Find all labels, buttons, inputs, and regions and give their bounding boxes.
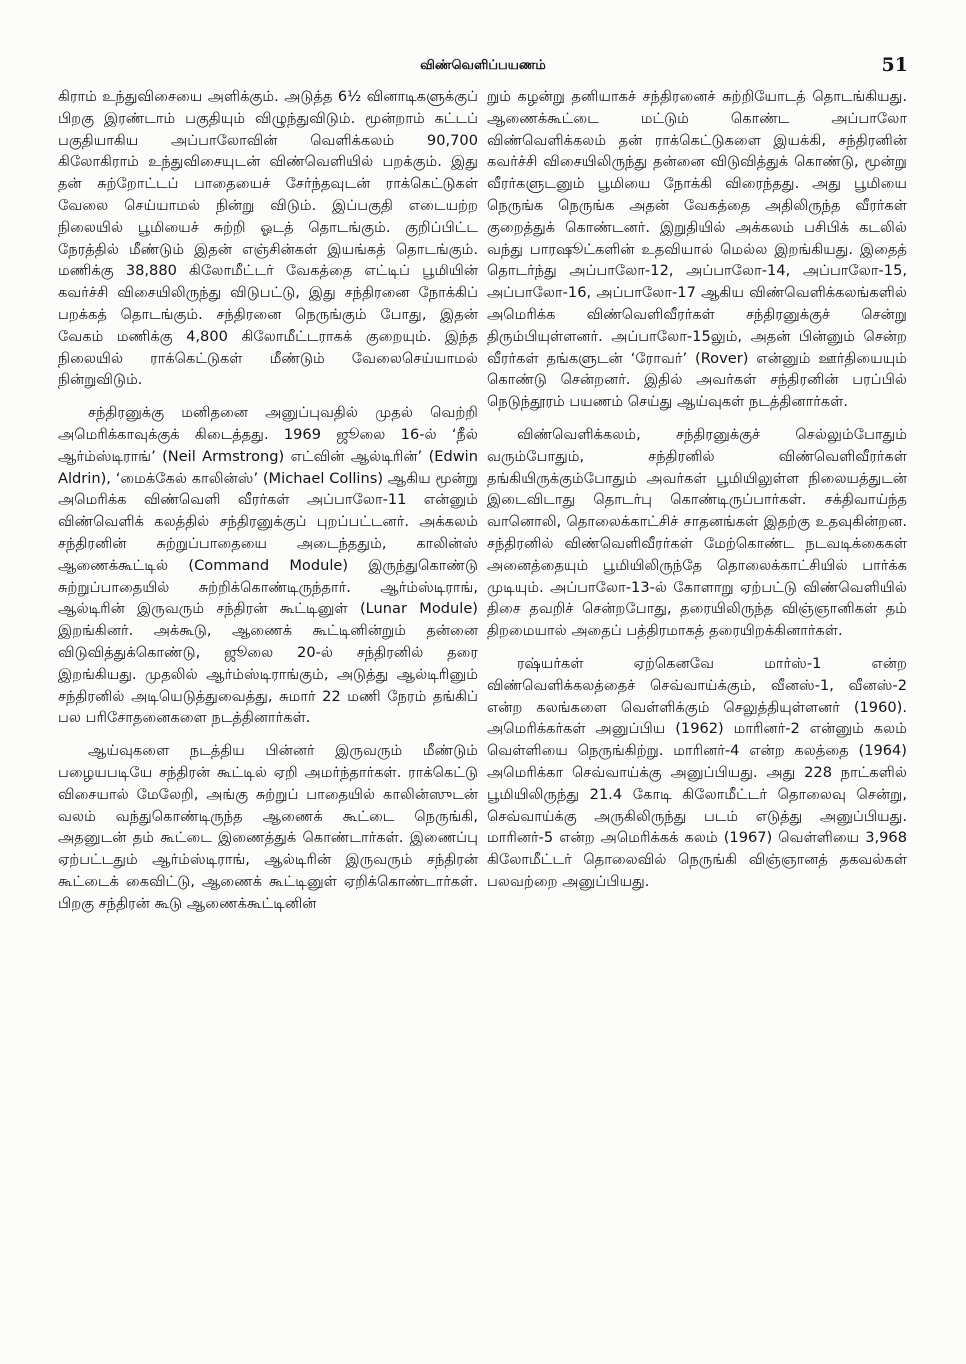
running-header: விண்வெளிப்பயணம் [420, 58, 546, 73]
paragraph: ஆய்வுகளை நடத்திய பின்னர் இருவரும் மீண்டும் பழையபடியே சந்திரன் கூட்டில் ஏறி அமர்ந்தார்கள். ராக்கெட்டு விசையால் மேலேறி, அங்கு சுற்றுப் பாதையில் காலின்ஸுடன் வலம் வந்துகொண்டிருந்த ஆணைக் கூட்டை நெருங்கி, அதனுடன் தம் கூட்டை இணைத்துக் கொண்டார்கள். இணைப்பு ஏற்பட்டதும் ஆர்ம்ஸ்டிராங், ஆல்டிரின் இருவரும் சந்திரன் கூட்டைக் கைவிட்டு, ஆணைக் கூட்டினுள் ஏறிக்கொண்டார்கள். பிறகு சந்திரன் கூடு ஆணைக்கூட்டினின் [58, 742, 478, 912]
left-column [58, 86, 478, 925]
paragraph: ரஷ்யர்கள் ஏற்கெனவே மார்ஸ்-1 என்ற விண்வெளிக்கலத்தைச் செவ்வாய்க்கும், வீனஸ்-1, வீனஸ்-2 என்ற கலங்களை வெள்ளிக்கும் செலுத்தியுள்ளனர் (1960). அமெரிக்கர்கள் அனுப்பிய (1962) மாரினர்-2 என்னும் கலம் வெள்ளியை நெருங்கிற்று. மாரினர்-4 என்ற கலத்தை (1964) அமெரிக்கா செவ்வாய்க்கு அனுப்பியது. அது 228 நாட்களில் பூமியிலிருந்து 21.4 கோடி கிலோமீட்டர் தொலைவு சென்று, செவ்வாய்க்கு அருகிலிருந்து படம் எடுத்து அனுப்பியது. மாரினர்-5 என்ற அமெரிக்கக் கலம் (1967) வெள்ளியை 3,968 கிலோமீட்டர் தொலைவில் நெருங்கி விஞ்ஞானத் தகவல்கள் பலவற்றை அனுப்பியது. [487, 654, 907, 890]
paragraph: றும் கழன்று தனியாகச் சந்திரனைச் சுற்றியோடத் தொடங்கியது. ஆணைக்கூட்டை மட்டும் கொண்ட அப்பாலோ விண்வெளிக்கலம் தன் ராக்கெட்டுகளை இயக்கி, சந்திரனின் கவர்ச்சி விசையிலிருந்து தன்னை விடுவித்துக் கொண்டு, மூன்று வீரர்களுடனும் பூமியை நோக்கி விரைந்தது. அது பூமியை நெருங்க நெருங்க அதன் வேகத்தை அதிலிருந்த வீரர்கள் குறைத்துக் கொண்டனர். இறுதியில் அக்கலம் பசிபிக் கடலில் வந்து பாரஷூட்களின் உதவியால் மெல்ல இறங்கியது. இதைத் தொடர்ந்து அப்பாலோ-12, அப்பாலோ-14, அப்பாலோ-15, அப்பாலோ-16, அப்பாலோ-17 ஆகிய விண்வெளிக்கலங்களில் அமெரிக்க விண்வெளிவீரர்கள் சந்திரனுக்குச் சென்று திரும்பியுள்ளனர். அப்பாலோ-15லும், அதன் பின்னும் சென்ற வீரர்கள் தங்களுடன் ‘ரோவர்’ (Rover) என்னும் ஊர்தியையும் கொண்டு சென்றனர். இதில் அவர்கள் சந்திரனின் பரப்பில் நெடுந்தூரம் பயணம் செய்து ஆய்வுகள் நடத்தினார்கள். [487, 88, 907, 411]
paragraph: கிராம் உந்துவிசையை அளிக்கும். அடுத்த 6½ வினாடிகளுக்குப் பிறகு இரண்டாம் பகுதியும் விழுந்துவிடும். மூன்றாம் கட்டப் பகுதியாகிய அப்பாலோவின் வெளிக்கலம் 90,700 கிலோகிராம் உந்துவிசையுடன் விண்வெளியில் பறக்கும். இது தன் சுற்றோட்டப் பாதையைச் சேர்ந்தவுடன் ராக்கெட்டுகள் வேலை செய்யாமல் நின்று விடும். இப்பகுதி எடையற்ற நிலையில் பூமியைச் சுற்றி ஓடத் தொடங்கும். குறிப்பிட்ட நேரத்தில் மீண்டும் இதன் எஞ்சின்கள் இயங்கத் தொடங்கும். மணிக்கு 38,880 கிலோமீட்டர் வேகத்தை எட்டிப் பூமியின் கவர்ச்சி விசையிலிருந்து விடுபட்டு, இது சந்திரனை நோக்கிப் பறக்கத் தொடங்கும். சந்திரனை நெருங்கும் போது, இதன் வேகம் மணிக்கு 4,800 கிலோமீட்டராகக் குறையும். இந்த நிலையில் ராக்கெட்டுகள் மீண்டும் வேலைசெய்யாமல் நின்றுவிடும். [58, 88, 478, 389]
paragraph: விண்வெளிக்கலம், சந்திரனுக்குச் செல்லும்போதும் வரும்போதும், சந்திரனில் விண்வெளிவீரர்கள் தங்கியிருக்கும்போதும் அவர்கள் பூமியிலுள்ள நிலையத்துடன் இடைவிடாது தொடர்பு கொண்டிருப்பார்கள். சக்திவாய்ந்த வானொலி, தொலைக்காட்சிச் சாதனங்கள் இதற்கு உதவுகின்றன. சந்திரனில் விண்வெளிவீரர்கள் மேற்கொண்ட நடவடிக்கைகள் அனைத்தையும் பூமியிலிருந்தே தொலைக்காட்சியில் பார்க்க முடியும். அப்பாலோ-13-ல் கோளாறு ஏற்பட்டு விண்வெளியில் திசை தவறிச் சென்றபோது, தரையிலிருந்த விஞ்ஞானிகள் தம் திறமையால் அதைப் பத்திரமாகத் தரையிறக்கினார்கள். [487, 425, 907, 640]
paragraph: சந்திரனுக்கு மனிதனை அனுப்புவதில் முதல் வெற்றி அமெரிக்காவுக்குக் கிடைத்தது. 1969 ஜூலை 16-ல் ‘நீல் ஆர்ம்ஸ்டிராங்’ (Neil Armstrong) எட்வின் ஆல்டிரின்’ (Edwin Aldrin), ‘மைக்கேல் காலின்ஸ்’ (Michael Collins) ஆகிய மூன்று அமெரிக்க விண்வெளி வீரர்கள் அப்பாலோ-11 என்னும் விண்வெளிக் கலத்தில் சந்திரனுக்குப் புறப்பட்டனர். அக்கலம் சந்திரனின் சுற்றுப்பாதையை அடைந்ததும், காலின்ஸ் ஆணைக்கூட்டில் (Command Module) இருந்துகொண்டு சுற்றுப்பாதையில் சுற்றிக்கொண்டிருந்தார். ஆர்ம்ஸ்டிராங், ஆல்டிரின் இருவரும் சந்திரன் கூட்டினுள் (Lunar Module) இறங்கினர். அக்கூடு, ஆணைக் கூட்டினின்றும் தன்னை விடுவித்துக்கொண்டு, ஜூலை 20-ல் சந்திரனில் தரை இறங்கியது. முதலில் ஆர்ம்ஸ்டிராங்கும், அடுத்து ஆல்டிரினும் சந்திரனில் அடியெடுத்துவைத்து, சுமார் 22 மணி நேரம் தங்கிப் பல பரிசோதனைகளை நடத்தினார்கள். [58, 404, 478, 727]
page-number: 51 [881, 54, 908, 76]
right-column [487, 86, 907, 904]
